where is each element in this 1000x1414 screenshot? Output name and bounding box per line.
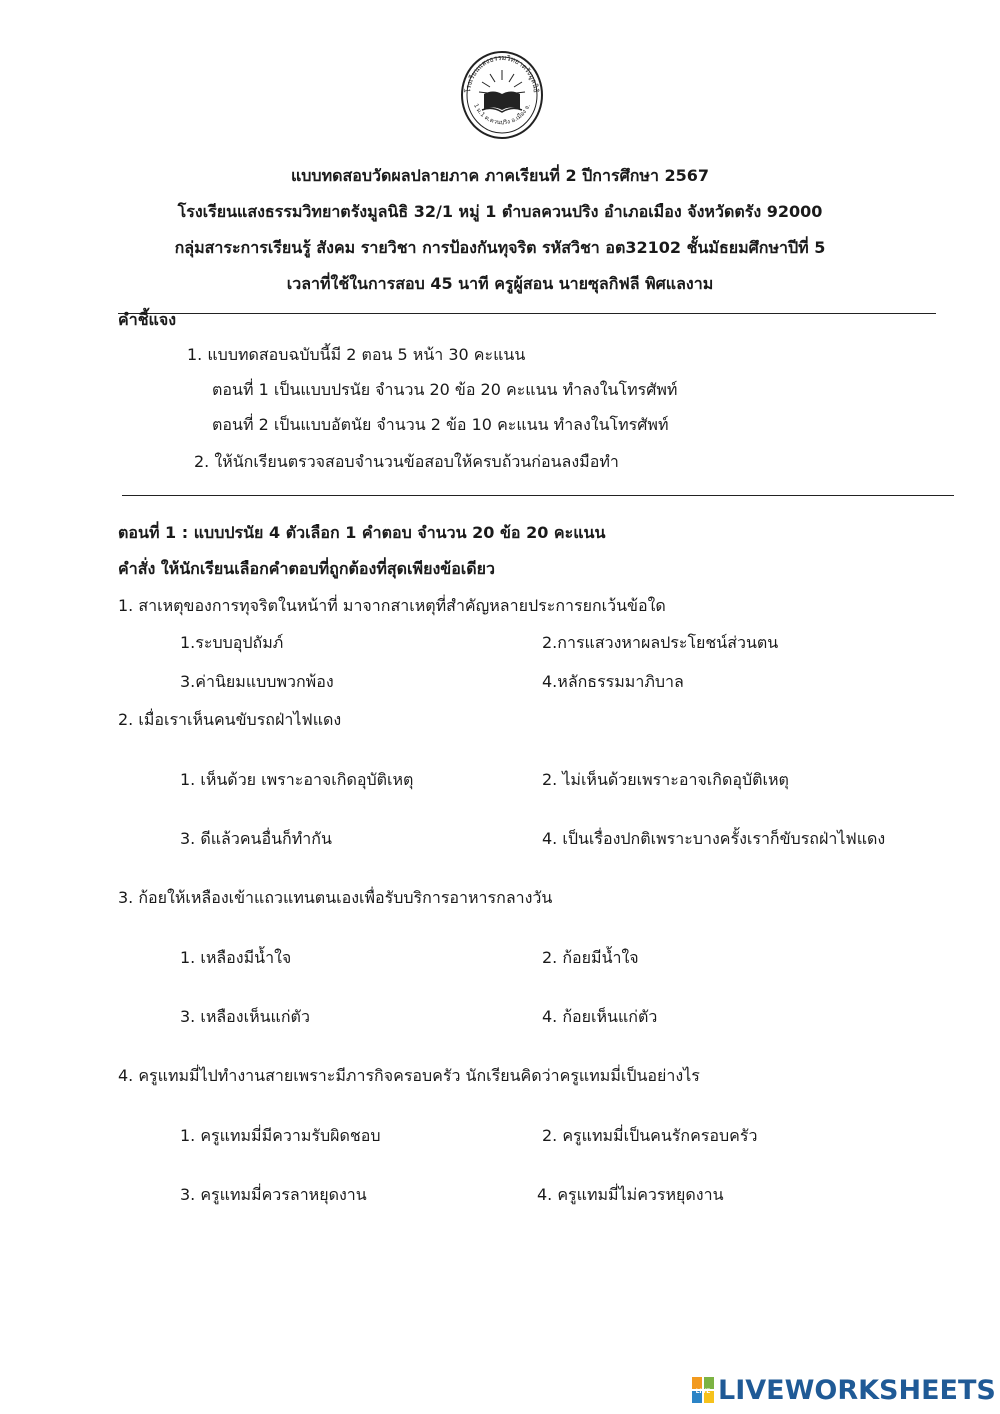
q2-option-1[interactable]: 1. เห็นด้วย เพราะอาจเกิดอุบัติเหตุ <box>180 770 414 789</box>
open-book-icon <box>482 92 522 113</box>
q4-option-1[interactable]: 1. ครูแทมมี่มีความรับผิดชอบ <box>180 1126 381 1145</box>
question-1: 1. สาเหตุของการทุจริตในหน้าที่ มาจากสาเหตุที่สำคัญหลายประการยกเว้นข้อใด <box>118 596 666 615</box>
liveworksheets-wordmark: LIVEWORKSHEETS <box>718 1374 996 1406</box>
subject-info: กลุ่มสาระการเรียนรู้ สังคม รายวิชา การป้องกันทุจริต รหัสวิชา อต32102 ชั้นมัธยมศึกษาปีที่ 5 <box>174 238 826 257</box>
q3-option-1[interactable]: 1. เหลืองมีน้ำใจ <box>180 948 292 967</box>
header-divider <box>118 313 936 314</box>
q3-option-3[interactable]: 3. เหลืองเห็นแก่ตัว <box>180 1007 310 1026</box>
q2-option-3[interactable]: 3. ดีแล้วคนอื่นก็ทำกัน <box>180 829 332 848</box>
instruction-item-1: 1. แบบทดสอบฉบับนี้มี 2 ตอน 5 หน้า 30 คะแนน <box>187 345 526 364</box>
seal-bottom-text: 1 ม.1 ต.ควนปริง อ.เมือง จ. <box>472 102 532 127</box>
q4-option-2[interactable]: 2. ครูแทมมี่เป็นคนรักครอบครัว <box>542 1126 758 1145</box>
q4-option-4[interactable]: 4. ครูแทมมี่ไม่ควรหยุดงาน <box>537 1185 724 1204</box>
q2-option-2[interactable]: 2. ไม่เห็นด้วยเพราะอาจเกิดอุบัติเหตุ <box>542 770 789 789</box>
seal-top-text: โรงเรียนแสงธรรมวิทยาตรังมูลนิธิ <box>464 53 540 94</box>
exam-title: แบบทดสอบวัดผลปลายภาค ภาคเรียนที่ 2 ปีการศึกษา 2567 <box>290 166 710 185</box>
exam-time-teacher: เวลาที่ใช้ในการสอบ 45 นาที ครูผู้สอน นายซุลกิฟลี พิศแลงาม <box>286 274 714 293</box>
school-seal <box>460 50 544 140</box>
instructions-divider <box>122 495 954 496</box>
q1-option-1[interactable]: 1.ระบบอุปถัมภ์ <box>180 633 284 652</box>
q3-option-2[interactable]: 2. ก้อยมีน้ำใจ <box>542 948 639 967</box>
q1-option-4[interactable]: 4.หลักธรรมมาภิบาล <box>542 672 684 691</box>
school-address: โรงเรียนแสงธรรมวิทยาตรังมูลนิธิ 32/1 หมู่ 1 ตำบลควนปริง อำเภอเมือง จังหวัดตรัง 92000 <box>177 202 823 221</box>
question-4: 4. ครูแทมมี่ไปทำงานสายเพราะมีภารกิจครอบครัว นักเรียนคิดว่าครูแทมมี่เป็นอย่างไร <box>118 1066 700 1085</box>
q2-option-4[interactable]: 4. เป็นเรื่องปกติเพราะบางครั้งเราก็ขับรถฝ่าไฟแดง <box>542 829 886 848</box>
question-2: 2. เมื่อเราเห็นคนขับรถฝ่าไฟแดง <box>118 710 342 729</box>
q3-option-4[interactable]: 4. ก้อยเห็นแก่ตัว <box>542 1007 658 1026</box>
part1-command: คำสั่ง ให้นักเรียนเลือกคำตอบที่ถูกต้องที่สุดเพียงข้อเดียว <box>118 559 496 578</box>
svg-text:LIVE: LIVE <box>695 1388 711 1395</box>
instruction-item-1a: ตอนที่ 1 เป็นแบบปรนัย จำนวน 20 ข้อ 20 คะแนน ทำลงในโทรศัพท์ <box>212 380 678 399</box>
live-badge-icon <box>692 1377 714 1403</box>
question-3: 3. ก้อยให้เหลืองเข้าแถวแทนตนเองเพื่อรับบริการอาหารกลางวัน <box>118 888 553 907</box>
q1-option-2[interactable]: 2.การแสวงหาผลประโยชน์ส่วนตน <box>542 633 779 652</box>
part1-title: ตอนที่ 1 : แบบปรนัย 4 ตัวเลือก 1 คำตอบ จำนวน 20 ข้อ 20 คะแนน <box>118 523 606 542</box>
q1-option-3[interactable]: 3.ค่านิยมแบบพวกพ้อง <box>180 672 334 691</box>
instruction-item-2: 2. ให้นักเรียนตรวจสอบจำนวนข้อสอบให้ครบถ้วนก่อนลงมือทำ <box>194 452 619 471</box>
liveworksheets-logo <box>692 1374 996 1406</box>
q4-option-3[interactable]: 3. ครูแทมมี่ควรลาหยุดงาน <box>180 1185 367 1204</box>
instructions-title: คำชี้แจง <box>118 310 177 329</box>
instruction-item-1b: ตอนที่ 2 เป็นแบบอัตนัย จำนวน 2 ข้อ 10 คะแนน ทำลงในโทรศัพท์ <box>212 415 669 434</box>
